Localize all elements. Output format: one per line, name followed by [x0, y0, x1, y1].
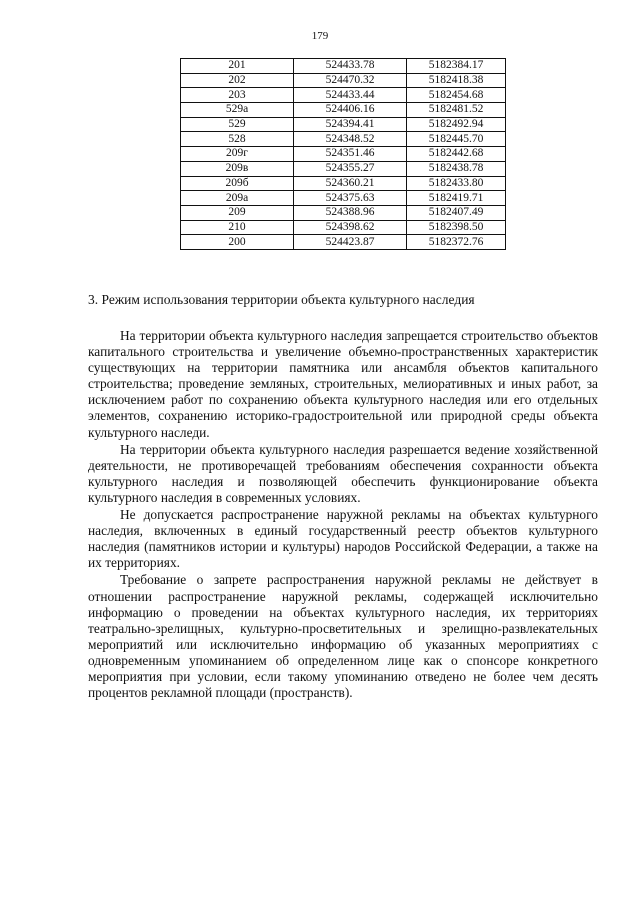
- x-coordinate-cell: 524351.46: [294, 147, 407, 162]
- y-coordinate-cell: 5182372.76: [407, 235, 506, 250]
- point-number-cell: 209б: [181, 176, 294, 191]
- paragraph-advertising-ban: Не допускается распространение наружной рекламы на объектах культурного наследия, включенных в единый государственный реестр объектов культурного наследия (памятников истории и культуры) народов Российской Федерации, а также на их территориях.: [88, 507, 598, 571]
- y-coordinate-cell: 5182418.38: [407, 73, 506, 88]
- y-coordinate-cell: 5182442.68: [407, 147, 506, 162]
- y-coordinate-cell: 5182419.71: [407, 191, 506, 206]
- y-coordinate-cell: 5182433.80: [407, 176, 506, 191]
- table-row: [181, 132, 506, 147]
- table-row: [181, 103, 506, 118]
- y-coordinate-cell: 5182407.49: [407, 205, 506, 220]
- x-coordinate-cell: 524433.78: [294, 59, 407, 74]
- x-coordinate-cell: 524423.87: [294, 235, 407, 250]
- table-row: [181, 176, 506, 191]
- y-coordinate-cell: 5182384.17: [407, 59, 506, 74]
- paragraph-permitted-activity: На территории объекта культурного наследия разрешается ведение хозяйственной деятельности, не противоречащей требованиям обеспечения сохранности объекта культурного наследия и позволяющей обеспечить функционирование объекта культурного наследия в современных условиях.: [88, 441, 598, 505]
- table-row: [181, 73, 506, 88]
- table-row: [181, 235, 506, 250]
- paragraph-advertising-exception: Требование о запрете распространения наружной рекламы не действует в отношении распространение наружной рекламы, содержащей исключительно информацию о проведении на объектах культурного наследия, их территориях театрально-зрелищных, культурно-просветительных и зрелищно-развлекательных мероприятий или исключительно информацию об указанных мероприятиях с одновременным упоминанием об определенном лице как о спонсоре конкретного мероприятия при условии, если такому упоминанию отведено не более чем десять процентов рекламной площади (пространств).: [88, 572, 598, 701]
- point-number-cell: 201: [181, 59, 294, 74]
- table-row: [181, 59, 506, 74]
- x-coordinate-cell: 524470.32: [294, 73, 407, 88]
- point-number-cell: 202: [181, 73, 294, 88]
- x-coordinate-cell: 524398.62: [294, 220, 407, 235]
- point-number-cell: 529: [181, 117, 294, 132]
- point-number-cell: 528: [181, 132, 294, 147]
- x-coordinate-cell: 524355.27: [294, 161, 407, 176]
- x-coordinate-cell: 524433.44: [294, 88, 407, 103]
- point-number-cell: 209г: [181, 147, 294, 162]
- y-coordinate-cell: 5182445.70: [407, 132, 506, 147]
- point-number-cell: 210: [181, 220, 294, 235]
- y-coordinate-cell: 5182481.52: [407, 103, 506, 118]
- y-coordinate-cell: 5182438.78: [407, 161, 506, 176]
- x-coordinate-cell: 524394.41: [294, 117, 407, 132]
- table-row: [181, 88, 506, 103]
- x-coordinate-cell: 524360.21: [294, 176, 407, 191]
- y-coordinate-cell: 5182398.50: [407, 220, 506, 235]
- point-number-cell: 200: [181, 235, 294, 250]
- section-heading: 3. Режим использования территории объекта культурного наследия: [88, 292, 475, 307]
- table-row: [181, 147, 506, 162]
- table-row: [181, 205, 506, 220]
- point-number-cell: 209: [181, 205, 294, 220]
- paragraph-prohibitions: На территории объекта культурного наследия запрещается строительство объектов капитального строительства и увеличение объемно-пространственных характеристик существующих на территории памятника или ансамбля объектов капитального строительства; проведение земляных, строительных, мелиоративных и иных работ, за исключением работ по сохранению объекта культурного наследия или его отдельных элементов, сохранению историко-градостроительной или природной среды объекта культурного наследи.: [88, 328, 598, 440]
- point-number-cell: 203: [181, 88, 294, 103]
- x-coordinate-cell: 524348.52: [294, 132, 407, 147]
- x-coordinate-cell: 524388.96: [294, 205, 407, 220]
- point-number-cell: 209в: [181, 161, 294, 176]
- table-row: [181, 191, 506, 206]
- section-body: [88, 328, 598, 702]
- page-number: 179: [311, 30, 329, 42]
- x-coordinate-cell: 524375.63: [294, 191, 407, 206]
- coordinates-table: [180, 58, 506, 250]
- table-row: [181, 117, 506, 132]
- table-row: [181, 161, 506, 176]
- point-number-cell: 529а: [181, 103, 294, 118]
- table-row: [181, 220, 506, 235]
- x-coordinate-cell: 524406.16: [294, 103, 407, 118]
- y-coordinate-cell: 5182492.94: [407, 117, 506, 132]
- y-coordinate-cell: 5182454.68: [407, 88, 506, 103]
- coordinates-table-body: [181, 59, 506, 250]
- point-number-cell: 209а: [181, 191, 294, 206]
